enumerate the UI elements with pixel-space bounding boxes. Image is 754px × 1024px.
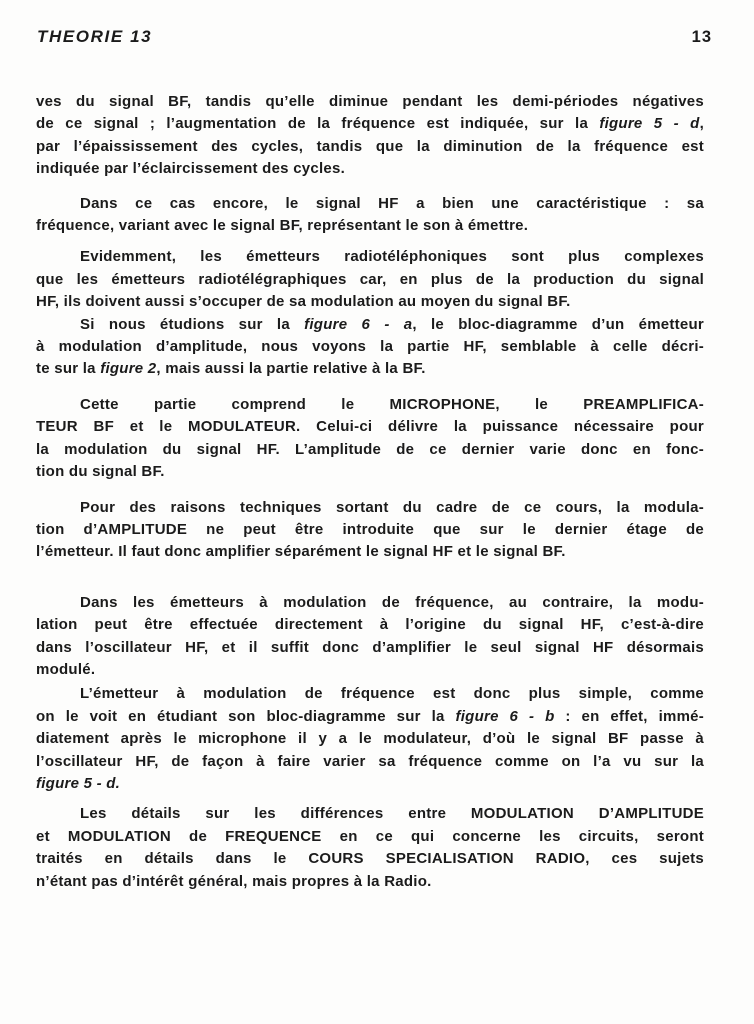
text-segment: Dans ce cas encore, le signal HF a bien une caractéristique : sa <box>80 194 704 212</box>
text-line <box>36 706 704 728</box>
paragraph <box>36 91 704 181</box>
text-segment: Evidemment, les émetteurs radiotéléphoniques sont plus complexes <box>80 248 704 266</box>
text-segment: on le voit en étudiant son bloc-diagramme sur la <box>36 707 456 725</box>
text-segment: lation peut être effectuée directement à l’origine du signal HF, c’est-à-dire <box>36 616 704 634</box>
text-segment: indiquée par l’éclaircissement des cycles. <box>36 160 345 178</box>
text-segment: modulé. <box>36 660 96 678</box>
text-segment: , mais aussi la partie relative à la BF. <box>156 360 426 378</box>
text-line <box>36 803 704 825</box>
paragraph <box>36 193 704 238</box>
text-segment: te sur la <box>36 360 101 378</box>
text-line <box>36 683 704 705</box>
text-line <box>36 592 704 614</box>
text-line <box>36 291 704 313</box>
text-line <box>36 91 704 113</box>
text-line <box>36 659 704 681</box>
paragraph <box>36 592 704 682</box>
text-line <box>36 215 704 237</box>
text-line <box>36 461 704 483</box>
paragraph <box>36 497 704 564</box>
text-segment: la modulation du signal HF. L’amplitude de ce dernier varie donc en fonc- <box>36 440 704 458</box>
text-segment: à modulation d’amplitude, nous voyons la partie HF, semblable à celle décri- <box>36 338 704 356</box>
text-line <box>36 751 704 773</box>
paragraph <box>36 683 704 795</box>
text-segment: par l’épaississement des cycles, tandis que la diminution de la fréquence est <box>36 137 704 155</box>
text-segment: HF, ils doivent aussi s’occuper de sa modulation au moyen du signal BF. <box>36 293 571 311</box>
text-line <box>36 336 704 358</box>
text-line <box>36 136 704 158</box>
text-segment: fréquence, variant avec le signal BF, représentant le son à émettre. <box>36 217 529 235</box>
text-line <box>36 541 704 563</box>
document-title: THEORIE 13 <box>37 27 153 46</box>
figure-reference: figure 5 - d. <box>36 774 121 792</box>
text-line <box>36 269 704 291</box>
text-segment: et MODULATION de FREQUENCE en ce qui concerne les circuits, seront <box>36 827 704 845</box>
text-segment: : en effet, immé- <box>554 707 705 725</box>
paragraph <box>36 314 704 381</box>
text-segment: Si nous étudions sur la <box>80 315 305 333</box>
page-body <box>0 91 754 893</box>
text-segment: traités en détails dans le COURS SPECIALISATION RADIO, ces sujets <box>36 850 704 868</box>
text-segment: , le bloc-diagramme d’un émetteur <box>412 315 704 333</box>
text-segment: ves du signal BF, tandis qu’elle diminue pendant les demi-périodes négatives <box>36 93 704 110</box>
text-line <box>36 637 704 659</box>
figure-reference: figure 6 - b <box>455 707 555 725</box>
text-line <box>36 158 704 180</box>
text-segment: de ce signal ; l’augmentation de la fréquence est indiquée, sur la <box>36 115 600 133</box>
text-segment: Dans les émetteurs à modulation de fréquence, au contraire, la modu- <box>80 593 704 611</box>
text-segment: TEUR BF et le MODULATEUR. Celui-ci délivre la puissance nécessaire pour <box>36 418 704 436</box>
text-line <box>36 519 704 541</box>
text-segment: n’étant pas d’intérêt général, mais propres à la Radio. <box>36 872 432 890</box>
text-segment: tion d’AMPLITUDE ne peut être introduite que sur le dernier étage de <box>36 520 704 538</box>
text-segment: L’émetteur à modulation de fréquence est donc plus simple, comme <box>80 685 704 703</box>
figure-reference: figure 2 <box>100 360 157 378</box>
text-line <box>36 314 704 336</box>
text-segment: que les émetteurs radiotélégraphiques car, en plus de la production du signal <box>36 270 704 288</box>
page-header <box>0 0 754 47</box>
text-line <box>36 439 704 461</box>
text-line <box>36 773 704 795</box>
text-line <box>36 497 704 519</box>
text-segment: Pour des raisons techniques sortant du cadre de ce cours, la modula- <box>80 498 704 516</box>
text-line <box>36 728 704 750</box>
text-segment: tion du signal BF. <box>36 463 165 481</box>
text-line <box>36 113 704 135</box>
text-segment: Les détails sur les différences entre MODULATION D’AMPLITUDE <box>80 805 704 823</box>
text-line <box>36 871 704 893</box>
text-line <box>36 826 704 848</box>
text-segment: Cette partie comprend le MICROPHONE, le PREAMPLIFICA- <box>80 395 704 413</box>
text-segment: l’émetteur. Il faut donc amplifier séparément le signal HF et le signal BF. <box>36 543 566 561</box>
paragraph <box>36 246 704 313</box>
figure-reference: figure 6 - a <box>304 315 413 333</box>
paragraph <box>36 394 704 484</box>
text-line <box>36 358 704 380</box>
text-line <box>36 848 704 870</box>
page-number: 13 <box>691 28 712 46</box>
text-line <box>36 193 704 215</box>
text-segment: , <box>699 115 704 133</box>
figure-reference: figure 5 - d <box>599 115 700 133</box>
text-segment: diatement après le microphone il y a le modulateur, d’où le signal BF passe à <box>36 730 704 748</box>
text-line <box>36 614 704 636</box>
text-line <box>36 246 704 268</box>
text-segment: dans l’oscillateur HF, et il suffit donc d’amplifier le seul signal HF désormais <box>36 638 704 656</box>
text-line <box>36 394 704 416</box>
text-line <box>36 416 704 438</box>
text-segment: l’oscillateur HF, de façon à faire varier sa fréquence comme on l’a vu sur la <box>36 752 704 770</box>
paragraph <box>36 803 704 893</box>
